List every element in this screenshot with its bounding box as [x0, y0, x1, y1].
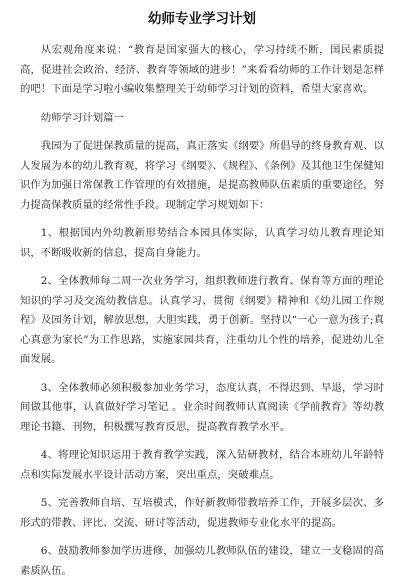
- section-heading: 幼师学习计划篇一: [40, 111, 124, 124]
- body-paragraph: 我园为了促进保教质量的提高，真正落实《纲要》所倡导的终身教育观、以人发展为本的幼儿教育观，将学习《纲要》、《规程》、《条例》及其他卫生保健知识作为加强日常保教工作管理的有效措施，是提高教师队伍素质的重要途径，努力提高保教质量的经常性手段。现制定学习规划如下：: [20, 140, 384, 211]
- body-paragraph: 3、全体教师必须积极参加业务学习，态度认真，不得迟到、早退，学习时间做其他事，认真做好学习笔记 。业余时间教师认真阅读《学前教育》等幼教理论书籍、刊物，积极撰写教育反思，提高教育教学水平。: [20, 381, 384, 433]
- intro-paragraph: 从宏观角度来说：“教育是国家强大的核心，学习持续不断，国民素质提高，促进社会政治、经济、教育等领域的进步！”来看看幼师的工作计划是怎样的吧！下面是学习啦小编收集整理关于幼师学习计划的资料，希望大家喜欢。: [20, 44, 384, 95]
- body-paragraph: 2、全体教师每二周一次业务学习，组织教师进行教育、保育等方面的理论知识的学习及交流幼教信息。认真学习、贯彻《纲要》精神和《幼儿园工作规程》及园务计划，解放思想，大胆实践，勇于创新。坚持以“一心一意为孩子;真心真意为家长”为工作思路，实施家园共育，注重幼儿个性的培养，促进幼儿全面发展。: [20, 275, 384, 365]
- body-paragraph: 6、鼓励教师参加学历进修，加强幼儿教师队伍的建设，建立一支稳固的高素质队伍。: [20, 545, 384, 577]
- body-paragraph: 4、将理论知识运用于教育教学实践，深入钻研教材，结合本班幼儿年龄特点和实际发展水平设计活动方案，突出重点，突破难点。: [20, 449, 384, 481]
- body-paragraph: 1、根据国内外幼教新形势结合本园具体实际，认真学习幼儿教育理论知识，不断吸收新的信息，提高自身能力。: [20, 227, 384, 259]
- document-title: 幼师专业学习计划: [148, 11, 256, 27]
- body-paragraph: 5、完善教师自培、互培模式，作好新教师带教培养工作，开展多层次、多形式的带教、评比、交流、研讨等活动，促进教师专业化水平的提高。: [20, 497, 384, 529]
